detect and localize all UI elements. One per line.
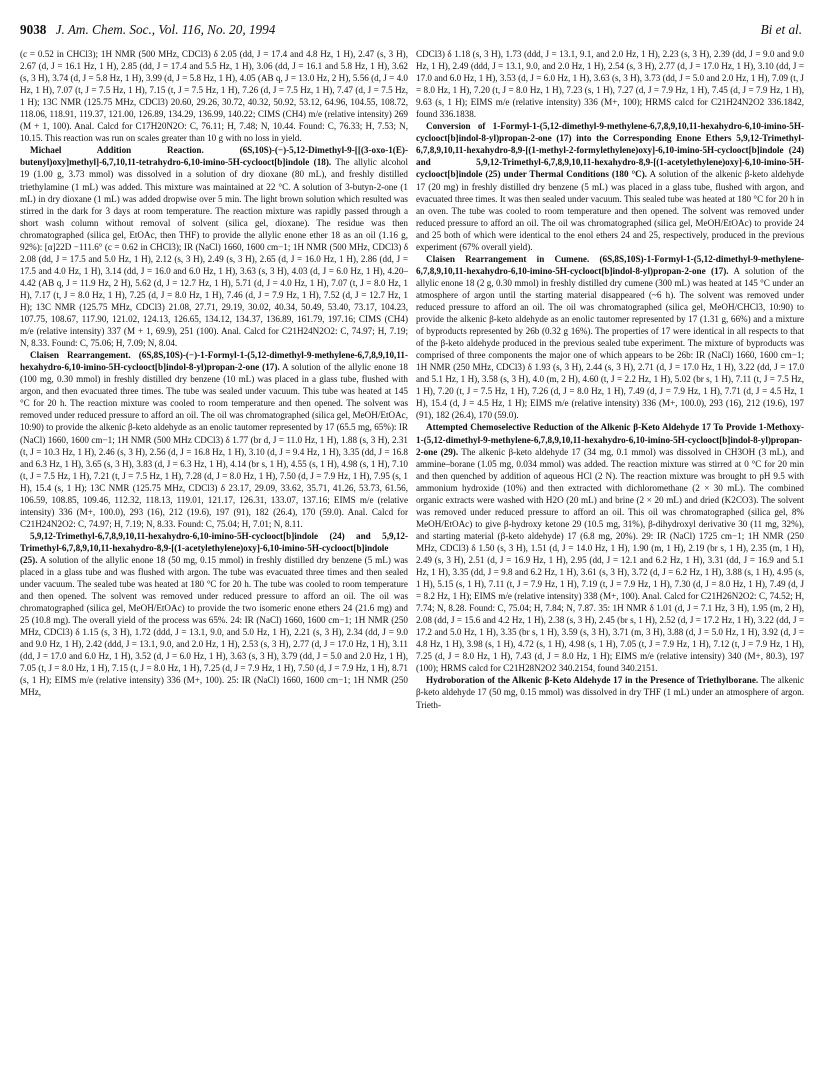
- paragraph-text: (c = 0.52 in CHCl3); 1H NMR (500 MHz, CDCl3) δ 2.05 (dd, J = 17.4 and 4.8 Hz, 1 H), 2.47 (s, 3 H), 2.67 (d, J = 16.1 Hz, 1 H), 2.85 (dd, J = 17.4 and 5.5 Hz, 1 H), 3.06 (dd, J = 16.1 and 5.8 Hz, 1 H), 3.62 (s, 3 H), 3.74 (d, J = 5.8 Hz, 1 H), 3.99 (d, J = 5.8 Hz, 1 H), 4.05 (AB q, J = 13.0 Hz, 2 H), 5.56 (d, J = 4.0 Hz, 1 H), 7.07 (t, J = 7.5 Hz, 1 H), 7.15 (t, J = 7.5 Hz, 1 H), 7.26 (d, J = 7.5 Hz, 1 H), 7.47 (d, J = 7.5 Hz, 1 H); 13C NMR (125.75 MHz, CDCl3) 20.60, 29.26, 30.72, 40.32, 50.92, 53.12, 64.96, 104.55, 108.72, 118.06, 118.91, 119.37, 121.00, 126.89, 134.29, 136.99, 140.22; CIMS (CH4) m/e (relative intensity) 269 (M + 1, 100). Anal. Calcd for C17H20N2O: C, 76.11; H, 7.48; N, 10.44. Found: C, 76.33; H, 7.53; N, 10.15. This reaction was run on scales greater than 10 g with no loss in yield.: [20, 49, 408, 144]
- paragraph-text: CDCl3) δ 1.18 (s, 3 H), 1.73 (ddd, J = 13.1, 9.1, and 2.0 Hz, 1 H), 2.23 (s, 3 H), 2.39 (dd, J = 9.0 and 9.0 Hz, 1 H), 2.49 (ddd, J = 13.1, 9.0, and 2.0 Hz, 1 H), 2.54 (s, 3 H), 2.77 (d, J = 17.0 Hz, 1 H), 3.10 (dd, J = 17.0 and 6.0 Hz, 1 H), 3.53 (d, J = 6.0 Hz, 1 H), 3.63 (s, 3 H), 3.73 (dd, J = 5.0 and 2.0 Hz, 1 H), 7.09 (t, J = 8.0 Hz, 1 H), 7.20 (t, J = 8.0 Hz, 1 H), 7.23 (s, 1 H), 7.27 (d, J = 7.9 Hz, 1 H), 7.45 (d, J = 7.9 Hz, 1 H), 9.63 (s, 1 H); EIMS m/e (relative intensity) 336 (M+, 100); HRMS calcd for C21H24N2O2 336.1842, found 336.1838.: [416, 49, 804, 120]
- paragraph-heading: Attempted Chemoselective Reduction of the Alkenic β-Keto Aldehyde 17 To Provide 1-Methoxy-1-(5,12-dimethyl-9-methylene-6,7,8,9,10,11-hexahydro-6,10-imino-5H-cyclooct[b]indol-8-yl)propan-2-one (29).: [416, 422, 804, 457]
- page-number: 9038: [20, 22, 47, 37]
- right-column: [416, 48, 804, 1063]
- paragraph-heading: Conversion of 1-Formyl-1-(5,12-dimethyl-9-methylene-6,7,8,9,10,11-hexahydro-6,10-imino-5H-cyclooct[b]indol-8-yl)propan-2-one (17) into the Corresponding Enone Ethers 5,9,12-Trimethyl-6,7,8,9,10,11-hexahydro-8,9-[(1-methyl-2-formylethylene)oxy]-6,10-imino-5H-cyclooct[b]indole (24) and 5,9,12-Trimethyl-6,7,8,9,10,11-hexahydro-8,9-[(1-acetylethylene)oxy]-6,10-imino-5H-cyclooct[b]indole (25) under Thermal Conditions (180 °C).: [416, 121, 804, 180]
- running-author: Bi et al.: [760, 22, 802, 37]
- paragraph-text: The alkenic β-keto aldehyde 17 (34 mg, 0.1 mmol) was dissolved in CH3OH (3 mL), and ammine–borane (1.05 mg, 0.034 mmol) was added. The reaction mixture was stirred at 0 °C for 20 min and then quenched by addition of aqueous HCl (2 N). The reaction mixture was brought to pH 9.5 with ammonium hydroxide (10%) and then extracted with dichloromethane (2 × 30 mL). The combined organic extracts were washed with H2O (20 mL) and brine (2 × 20 mL) and dried (K2CO3). The solvent was removed under reduced pressure to afford an oil. This oil was chromatographed (silica gel, 8% MeOH/EtOAc) to give β-hydroxy ketone 29 (10.5 mg, 31%), β-dihydroxyl derivative 30 (11 mg, 32%), and starting material (β-keto aldehyde) 17 (6.8 mg, 20%). 29: IR (NaCl) 1725 cm−1; 1H NMR (250 MHz, CDCl3) δ 1.50 (s, 3 H), 1.51 (d, J = 14.0 Hz, 1 H), 1.90 (m, 1 H), 2.19 (br s, 1 H), 2.35 (m, 1 H), 2.49 (s, 3 H), 2.51 (d, J = 16.9 Hz, 1 H), 2.95 (dd, J = 12.1 and 6.2 Hz, 1 H), 3.31 (dd, J = 16.9 and 5.1 Hz, 1 H), 3.35 (dd, J = 9.8 and 6.2 Hz, 1 H), 3.61 (s, 3 H), 3.72 (d, J = 6.2 Hz, 1 H), 3.88 (s, 1 H), 4.95 (s, 1 H), 5.15 (s, 1 H), 7.11 (t, J = 7.9 Hz, 1 H), 7.19 (t, J = 7.9 Hz, 1 H), 7.30 (d, J = 8.0 Hz, 1 H), 7.49 (d, J = 8.2 Hz, 1 H); EIMS m/e (relative intensity) 338 (M+, 100). Anal. Calcd for C21H26N2O2: C, 74.52; H, 7.74; N, 8.28. Found: C, 75.04; H, 7.84; N, 7.87. 35: 1H NMR δ 1.01 (d, J = 7.1 Hz, 3 H), 1.95 (m, 2 H), 2.08 (dd, J = 15.6 and 4.2 Hz, 1 H), 2.38 (s, 3 H), 2.45 (br s, 1 H), 2.52 (d, J = 17.2 Hz, 1 H), 3.22 (dd, J = 17.2 and 5.0 Hz, 1 H), 3.35 (br s, 1 H), 3.59 (s, 3 H), 3.71 (m, 3 H), 3.88 (d, J = 5.0 Hz, 1 H), 3.92 (d, J = 4.8 Hz, 1 H), 3.98 (s, 1 H), 4.72 (s, 1 H), 4.98 (s, 1 H), 7.05 (t, J = 7.9 Hz, 1 H), 7.12 (t, J = 7.9 Hz, 1 H), 7.25 (d, J = 8.0 Hz, 1 H), 7.43 (d, J = 8.0 Hz, 1 H); EIMS m/e (relative intensity) 340 (M+, 80.3), 197 (100); HRMS calcd for C21H28N2O2 340.2154, found 340.2151.: [416, 446, 804, 674]
- paragraph: [416, 421, 804, 674]
- paragraph-text: A solution of the allylic enone 18 (50 mg, 0.15 mmol) in freshly distilled dry benzene (5 mL) was placed in a glass tube and was flushed with argon. The tube was evacuated three times and then sealed under vacuum. The sealed tube was heated at 180 °C for 20 h. The tube was cooled to room temperature and then opened. The solvent was removed under reduced pressure to afford an oil. The oil was chromatographed (silica gel, MeOH/EtOAc) to provide the two isomeric enone ethers 24 (21.6 mg) and 25 (10.8 mg). The overall yield of the process was 65%. 24: IR (NaCl) 1660, 1600 cm−1; 1H NMR (250 MHz, CDCl3) δ 1.15 (s, 3 H), 1.72 (ddd, J = 13.1, 9.0, and 5.0 Hz, 1 H), 2.21 (s, 3 H), 2.34 (dd, J = 9.0 and 9.0 Hz, 1 H), 2.42 (ddd, J = 13.1, 9.0, and 2.0 Hz, 1 H), 2.53 (s, 3 H), 2.77 (d, J = 17.0 Hz, 1 H), 3.11 (dd, J = 17.0 and 6.0 Hz, 1 H), 3.52 (d, J = 6.0 Hz, 1 H), 3.63 (s, 3 H), 3.79 (dd, J = 5.0 and 2.0 Hz, 1 H), 7.05 (t, J = 8.0 Hz, 1 H), 7.15 (t, J = 8.0 Hz, 1 H), 7.25 (d, J = 7.9 Hz, 1 H), 7.50 (d, J = 7.9 Hz, 1 H), 8.71 (s, 1 H); EIMS m/e (relative intensity) 336 (M+, 100). 25: IR (NaCl) 1660, 1600 cm−1; 1H NMR (250 MHz,: [20, 554, 408, 698]
- paragraph-text: A solution of the alkenic β-keto aldehyde 17 (20 mg) in freshly distilled dry benzene (5 mL) was placed in a glass tube, flushed with argon, and evacuated three times. It was then sealed under vacuum. This sealed tube was heated at 180 °C for 20 h in an oven. The tube was cooled to room temperature and then opened. The solvent was removed under reduced pressure to afford an oil. The oil was chromatographed (silica gel, MeOH/EtOAc) to provide 24 and 25 both of which were identical to the enol ethers 24 and 25, respectively, produced in the previous experiment (67% overall yield).: [416, 169, 804, 252]
- paragraph: [416, 48, 804, 120]
- header-left: [20, 22, 275, 38]
- page-header: [20, 22, 802, 42]
- paragraph-text: A solution of the allylic enone 18 (2 g, 0.30 mmol) in freshly distilled dry cumene (300 mL) was heated at 145 °C under an atmosphere of argon until the starting material disappeared (~6 h). The solvent was removed under reduced pressure to afford an oil. The oil was chromatographed (silica gel, MeOH/CHCl3, 10:90) to provide the alkenic β-keto aldehyde as an enolic tautomer represented by 17 (1.31 g, 66%) and a mixture of byproducts represented by 26b (0.32 g 16%). The properties of 17 were identical in all respects to that of the β-keto aldehyde produced in the previous sealed tube experiment. The mixture of byproducts was comprised of three components the major one of which appears to be 26b: IR (NaCl) 1660, 1600 cm−1; 1H NMR (250 MHz, CDCl3) δ 1.93 (s, 3 H), 2.44 (s, 3 H), 2.71 (d, J = 17.0 Hz, 1 H), 3.22 (dd, J = 17.0 and 5.1 Hz, 1 H), 3.58 (s, 3 H), 4.0 (m, 2 H), 4.60 (t, J = 2.2 Hz, 1 H), 5.02 (br s, 1 H), 7.11 (t, J = 7.5 Hz, 1 H), 7.20 (t, J = 7.5 Hz, 1 H), 7.26 (d, J = 8.0 Hz, 1 H), 7.49 (d, J = 7.9 Hz, 1 H), 7.71 (d, J = 4.5 Hz, 1 H), 15.4 (d, J = 4.5 Hz, 1 H); EIMS m/e (relative intensity) 336 (M+, 100.0), 293 (16), 212 (19.6), 197 (91), 182 (26.4), 170 (59.0).: [416, 265, 804, 421]
- paragraph: [416, 120, 804, 253]
- paragraph-heading: 5,9,12-Trimethyl-6,7,8,9,10,11-hexahydro-6,10-imino-5H-cyclooct[b]indole (24) and 5,9,12-Trimethyl-6,7,8,9,10,11-hexahydro-8,9-[(1-acetylethylene)oxy]-6,10-imino-5H-cyclooct[b]indole (25).: [20, 530, 408, 565]
- paragraph: [20, 530, 408, 699]
- journal-citation: J. Am. Chem. Soc., Vol. 116, No. 20, 1994: [55, 22, 276, 37]
- paragraph: [20, 349, 408, 530]
- paragraph: [20, 144, 408, 349]
- paragraph-text: The allylic alcohol 19 (1.00 g, 3.73 mmol) was dissolved in a solution of dry dioxane (80 mL), and freshly distilled triethylamine (1 mL) was added. This mixture was maintained at 22 °C. A solution of 3-butyn-2-one (1 mL) in dry dioxane (1 mL) was added dropwise over 5 min. The light brown solution which resulted was stirred in the dark for 3 days at room temperature. The reaction mixture was rapidly passed through a short wash column without removal of solvent (silica gel, dioxane). The residue was then chromatographed (silica gel, EtOAc, then THF) to provide the allylic enone ether 18 as an oil (1.16 g, 92%): [α]22D −111.6° (c = 0.62 in CHCl3); IR (NaCl) 1660, 1600 cm−1; 1H NMR (500 MHz, CDCl3) δ 2.08 (dd, J = 17.5 and 5.0 Hz, 1 H), 2.12 (s, 3 H), 2.49 (s, 3 H), 2.65 (d, J = 16.0 Hz, 1 H), 2.86 (dd, J = 17.5 and 4.0 Hz, 1 H), 3.14 (dd, J = 16.0 and 6.0 Hz, 1 H), 3.63 (s, 3 H), 4.03 (d, J = 6.0 Hz, 1 H), 4.20–4.42 (AB q, J = 11.9 Hz, 2 H), 5.62 (d, J = 12.7 Hz, 1 H), 5.71 (d, J = 4.0 Hz, 1 H), 7.07 (t, J = 8.0 Hz, 1 H), 7.17 (t, J = 8.0 Hz, 1 H), 7.25 (d, J = 8.0 Hz, 1 H), 7.46 (d, J = 7.9 Hz, 1 H), 7.52 (d, J = 12.7 Hz, 1 H); 13C NMR (125.75 MHz, CDCl3) 21.08, 27.71, 29.19, 30.02, 40.34, 50.49, 53.40, 73.17, 104.23, 107.75, 108.67, 117.90, 121.02, 124.13, 126.65, 134.12, 134.37, 136.89, 161.79, 197.16; CIMS (CH4) m/e (relative intensity) 337 (M + 1, 69.9), 251 (100). Anal. Calcd for C21H24N2O2: C, 74.97; H, 7.19; N, 8.33. Found: C, 75.06; H, 7.09; N, 8.04.: [20, 157, 408, 349]
- paragraph-heading: Claisen Rearrangement. (6S,8S,10S)-(−)-1-Formyl-1-(5,12-dimethyl-9-methylene-6,7,8,9,10,11-hexahydro-6,10-imino-5H-cyclooct[b]indol-8-yl)propan-2-one (17).: [20, 350, 408, 373]
- paragraph: [416, 253, 804, 422]
- left-column: [20, 48, 408, 1063]
- paragraph-text: A solution of the allylic enone 18 (100 mg, 0.30 mmol) in freshly distilled dry benzene (10 mL) was placed in a glass tube, flushed with argon, and then evacuated three times. The tube was sealed under vacuum. This tube was heated at 145 °C for 20 h. The reaction mixture was cooled to room temperature and then opened. The solvent was removed under reduced pressure to afford an oil. The oil was chromatographed (silica gel, MeOH/EtOAc, 10:90) to provide the alkenic β-keto aldehyde as an enolic tautomer represented by 17 (65.5 mg, 65%): IR (NaCl) 1660, 1600 cm−1; 1H NMR (500 MHz CDCl3) δ 1.77 (br d, J = 11.0 Hz, 1 H), 1.88 (s, 3 H), 2.31 (t, J = 10.3 Hz, 1 H), 2.46 (s, 3 H), 2.56 (d, J = 16.8 Hz, 1 H), 3.10 (d, J = 9.4 Hz, 1 H), 3.35 (dd, J = 16.8 and 6.3 Hz, 1 H), 3.65 (s, 3 H), 3.83 (d, J = 6.3 Hz, 1 H), 4.14 (br s, 1 H), 4.55 (s, 1 H), 4.98 (s, 1 H), 7.10 (t, J = 7.5 Hz, 1 H), 7.21 (t, J = 7.5 Hz, 1 H), 7.28 (d, J = 8.0 Hz, 1 H), 7.50 (d, J = 7.9 Hz, 1 H), 7.95 (s, 1 H), 15.4 (s, 1 H); 13C NMR (125.75 MHz, CDCl3) δ 23.17, 29.09, 33.62, 35.71, 41.26, 53.73, 61.56, 106.59, 108.85, 109.46, 112.32, 118.13, 119.01, 121.17, 126.31, 133.07, 137.16; EIMS m/e (relative intensity) 336 (M+, 100.0), 293 (16), 212 (19.6), 197 (91), 182 (26.4), 170 (59.0). Anal. Calcd for C21H24N2O2: C, 74.97; H, 7.19; N, 8.33. Found: C, 75.04; H, 7.01; N, 8.11.: [20, 362, 408, 529]
- paragraph: [416, 674, 804, 710]
- paragraph-text: The alkenic β-keto aldehyde 17 (50 mg, 0.15 mmol) was dissolved in dry THF (1 mL) under an atmosphere of argon. Trieth-: [416, 675, 804, 710]
- paragraph-heading: Claisen Rearrangement in Cumene. (6S,8S,10S)-1-Formyl-1-(5,12-dimethyl-9-methylene-6,7,8,9,10,11-hexahydro-6,10-imino-5H-cyclooct[b]indol-8-yl)propan-2-one (17).: [416, 253, 804, 276]
- paragraph-heading: Hydroboration of the Alkenic β-Keto Aldehyde 17 in the Presence of Triethylborane.: [426, 675, 759, 686]
- paragraph-heading: Michael Addition Reaction. (6S,10S)-(−)-5,12-Dimethyl-9-[[(3-oxo-1(E)-butenyl)oxy]methyl]-6,7,10,11-tetrahydro-6,10-imino-5H-cyclooct[b]indole (18).: [20, 145, 408, 168]
- paragraph: [20, 48, 408, 144]
